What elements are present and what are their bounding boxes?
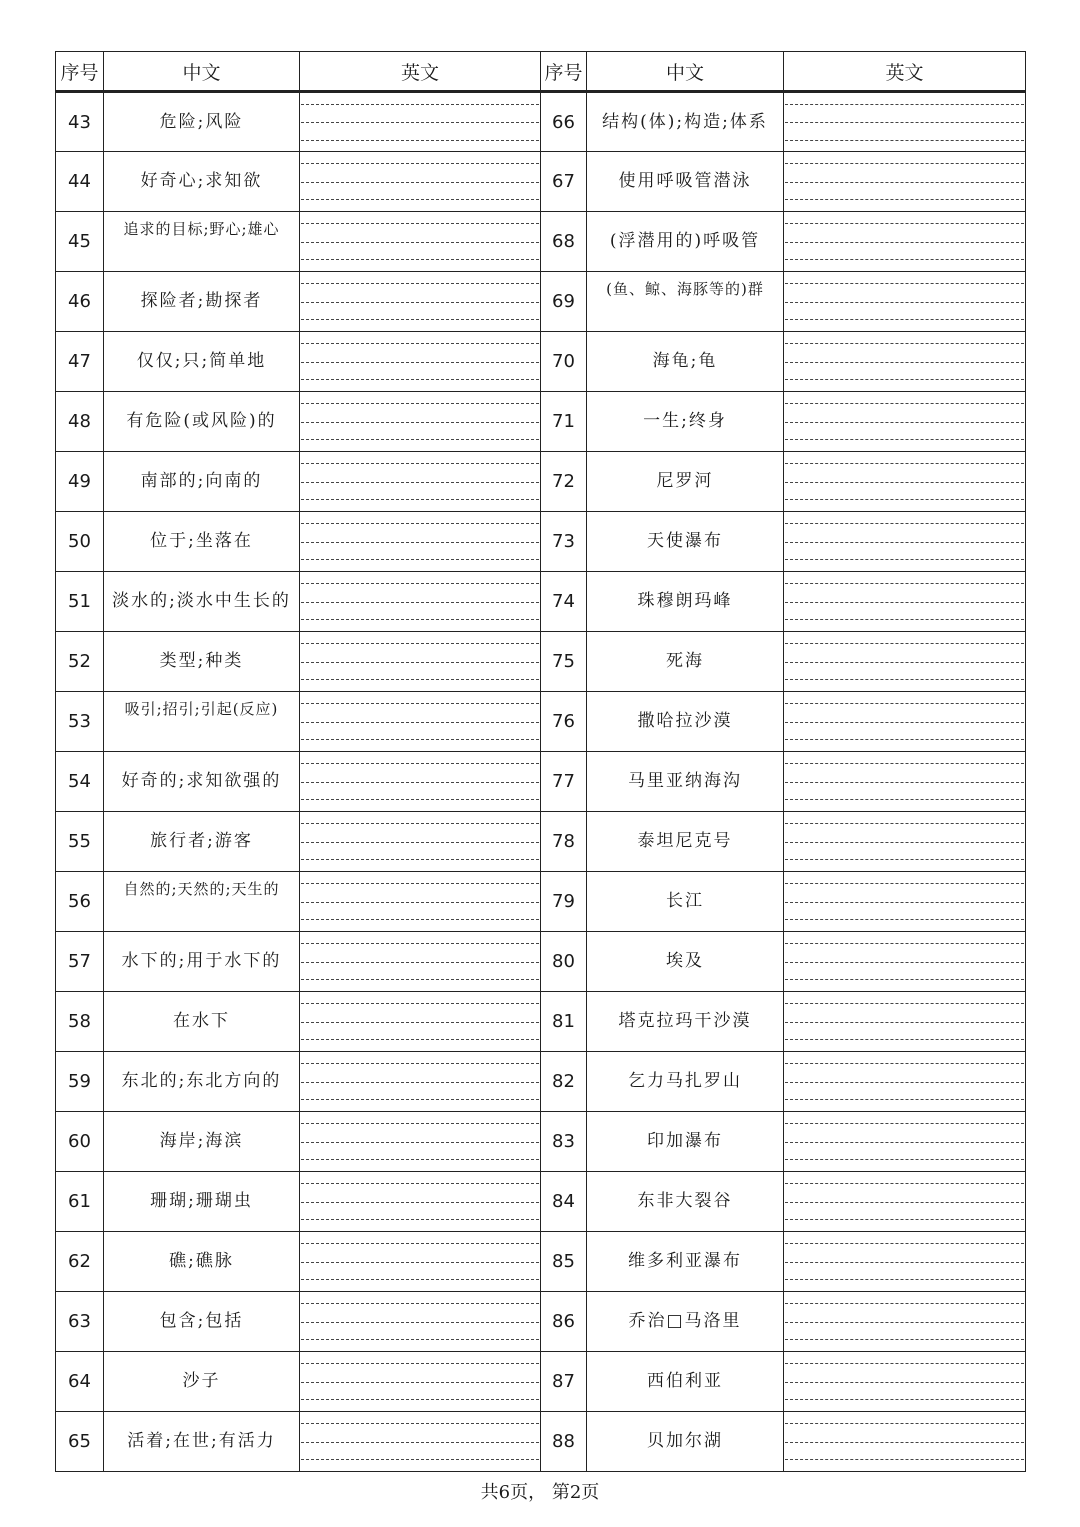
chinese-term: 塔克拉玛干沙漠 [587,992,784,1052]
header-num-right: 序号 [541,52,587,92]
dashed-writing-lines [785,104,1024,141]
dashed-writing-lines [785,1363,1024,1400]
dashed-writing-lines [301,1303,539,1340]
chinese-term: 珊瑚;珊瑚虫 [104,1172,300,1232]
entry-number: 69 [541,272,587,332]
english-answer-field[interactable] [784,1412,1026,1472]
english-answer-field[interactable] [300,1052,541,1112]
english-answer-field[interactable] [784,1232,1026,1292]
dashed-writing-lines [785,463,1024,500]
dashed-writing-lines [301,1243,539,1280]
english-answer-field[interactable] [300,152,541,212]
dashed-writing-lines [301,1003,539,1040]
chinese-term: 贝加尔湖 [587,1412,784,1472]
dashed-writing-lines [785,1303,1024,1340]
chinese-term: 印加瀑布 [587,1112,784,1172]
dashed-writing-lines [785,403,1024,440]
dashed-writing-lines [301,823,539,860]
english-answer-field[interactable] [784,272,1026,332]
vocabulary-table [55,51,1026,1472]
english-answer-field[interactable] [784,1112,1026,1172]
header-num-left: 序号 [56,52,104,92]
dashed-writing-lines [785,1003,1024,1040]
dashed-writing-lines [301,643,539,680]
dashed-writing-lines [301,343,539,380]
entry-number: 58 [56,992,104,1052]
dashed-writing-lines [785,643,1024,680]
entry-number: 72 [541,452,587,512]
table-row [56,1052,1026,1112]
english-answer-field[interactable] [300,632,541,692]
entry-number: 76 [541,692,587,752]
dashed-writing-lines [785,163,1024,200]
english-answer-field[interactable] [784,512,1026,572]
english-answer-field[interactable] [300,1292,541,1352]
chinese-term: (浮潜用的)呼吸管 [587,212,784,272]
chinese-term: 包含;包括 [104,1292,300,1352]
entry-number: 73 [541,512,587,572]
english-answer-field[interactable] [784,872,1026,932]
table-row [56,1112,1026,1172]
entry-number: 79 [541,872,587,932]
chinese-term: 一生;终身 [587,392,784,452]
english-answer-field[interactable] [300,92,541,152]
chinese-term: 埃及 [587,932,784,992]
entry-number: 64 [56,1352,104,1412]
dashed-writing-lines [301,283,539,320]
entry-number: 86 [541,1292,587,1352]
dashed-writing-lines [301,943,539,980]
chinese-term: 海岸;海滨 [104,1112,300,1172]
table-row [56,452,1026,512]
header-cn-right: 中文 [587,52,784,92]
english-answer-field[interactable] [784,152,1026,212]
dashed-writing-lines [301,463,539,500]
entry-number: 66 [541,92,587,152]
entry-number: 54 [56,752,104,812]
english-answer-field[interactable] [784,1352,1026,1412]
table-row [56,152,1026,212]
table-row [56,1352,1026,1412]
entry-number: 80 [541,932,587,992]
english-answer-field[interactable] [300,932,541,992]
entry-number: 61 [56,1172,104,1232]
dashed-writing-lines [301,163,539,200]
dashed-writing-lines [785,883,1024,920]
dashed-writing-lines [301,583,539,620]
dashed-writing-lines [301,523,539,560]
table-row [56,572,1026,632]
english-answer-field[interactable] [784,212,1026,272]
table-row [56,212,1026,272]
chinese-term: 位于;坐落在 [104,512,300,572]
chinese-term: 南部的;向南的 [104,452,300,512]
english-answer-field[interactable] [300,992,541,1052]
english-answer-field[interactable] [300,572,541,632]
table-row [56,1232,1026,1292]
english-answer-field[interactable] [300,332,541,392]
english-answer-field[interactable] [784,692,1026,752]
english-answer-field[interactable] [784,932,1026,992]
chinese-term: 旅行者;游客 [104,812,300,872]
chinese-term: 自然的;天然的;天生的 [104,872,300,932]
entry-number: 87 [541,1352,587,1412]
english-answer-field[interactable] [300,1232,541,1292]
table-row [56,1412,1026,1472]
table-row [56,632,1026,692]
entry-number: 82 [541,1052,587,1112]
chinese-term: 水下的;用于水下的 [104,932,300,992]
entry-number: 49 [56,452,104,512]
header-row [56,52,1026,92]
chinese-term: 有危险(或风险)的 [104,392,300,452]
table-row [56,992,1026,1052]
entry-number: 75 [541,632,587,692]
entry-number: 51 [56,572,104,632]
chinese-term: 撒哈拉沙漠 [587,692,784,752]
entry-number: 47 [56,332,104,392]
table-row [56,92,1026,152]
english-answer-field[interactable] [784,812,1026,872]
english-answer-field[interactable] [300,212,541,272]
chinese-term: 好奇的;求知欲强的 [104,752,300,812]
entry-number: 85 [541,1232,587,1292]
table-row [56,812,1026,872]
table-row [56,752,1026,812]
english-answer-field[interactable] [300,872,541,932]
entry-number: 78 [541,812,587,872]
chinese-term: 在水下 [104,992,300,1052]
dashed-writing-lines [785,943,1024,980]
table-row [56,272,1026,332]
dashed-writing-lines [785,1243,1024,1280]
dashed-writing-lines [785,523,1024,560]
dashed-writing-lines [785,1063,1024,1100]
chinese-term: 尼罗河 [587,452,784,512]
entry-number: 53 [56,692,104,752]
page-footer: 共6页， 第2页 [480,1482,600,1503]
chinese-term: 海龟;龟 [587,332,784,392]
english-answer-field[interactable] [300,1352,541,1412]
header-en-left: 英文 [300,52,541,92]
header-cn-left: 中文 [104,52,300,92]
entry-number: 70 [541,332,587,392]
table-row [56,392,1026,452]
chinese-term: 沙子 [104,1352,300,1412]
english-answer-field[interactable] [784,752,1026,812]
entry-number: 44 [56,152,104,212]
chinese-term: 东非大裂谷 [587,1172,784,1232]
dashed-writing-lines [785,223,1024,260]
english-answer-field[interactable] [784,992,1026,1052]
table-row [56,692,1026,752]
dashed-writing-lines [785,283,1024,320]
table-row [56,932,1026,992]
entry-number: 88 [541,1412,587,1472]
entry-number: 59 [56,1052,104,1112]
chinese-term: 探险者;勘探者 [104,272,300,332]
chinese-term: 好奇心;求知欲 [104,152,300,212]
entry-number: 83 [541,1112,587,1172]
table-row [56,512,1026,572]
table-row [56,332,1026,392]
chinese-term: 珠穆朗玛峰 [587,572,784,632]
dashed-writing-lines [301,403,539,440]
english-answer-field[interactable] [300,1112,541,1172]
chinese-term: 活着;在世;有活力 [104,1412,300,1472]
english-answer-field[interactable] [784,452,1026,512]
chinese-term: 结构(体);构造;体系 [587,92,784,152]
entry-number: 67 [541,152,587,212]
dashed-writing-lines [785,1183,1024,1220]
entry-number: 68 [541,212,587,272]
dashed-writing-lines [785,343,1024,380]
dashed-writing-lines [301,1423,539,1460]
entry-number: 60 [56,1112,104,1172]
dashed-writing-lines [301,223,539,260]
entry-number: 62 [56,1232,104,1292]
english-answer-field[interactable] [300,812,541,872]
dashed-writing-lines [301,703,539,740]
table-row [56,1172,1026,1232]
entry-number: 57 [56,932,104,992]
english-answer-field[interactable] [784,1172,1026,1232]
chinese-term: 东北的;东北方向的 [104,1052,300,1112]
english-answer-field[interactable] [784,1052,1026,1112]
entry-number: 74 [541,572,587,632]
dashed-writing-lines [785,703,1024,740]
english-answer-field[interactable] [784,632,1026,692]
english-answer-field[interactable] [784,572,1026,632]
entry-number: 43 [56,92,104,152]
dashed-writing-lines [785,1123,1024,1160]
chinese-term: 天使瀑布 [587,512,784,572]
english-answer-field[interactable] [784,1292,1026,1352]
english-answer-field[interactable] [300,392,541,452]
chinese-term: 死海 [587,632,784,692]
chinese-term: 追求的目标;野心;雄心 [104,212,300,272]
chinese-term: 维多利亚瀑布 [587,1232,784,1292]
dashed-writing-lines [301,1363,539,1400]
entry-number: 84 [541,1172,587,1232]
entry-number: 46 [56,272,104,332]
dashed-writing-lines [785,763,1024,800]
english-answer-field[interactable] [300,452,541,512]
dashed-writing-lines [301,883,539,920]
entry-number: 50 [56,512,104,572]
dashed-writing-lines [301,763,539,800]
english-answer-field[interactable] [300,272,541,332]
header-en-right: 英文 [784,52,1026,92]
entry-number: 71 [541,392,587,452]
english-answer-field[interactable] [784,392,1026,452]
table-row [56,1292,1026,1352]
table-row [56,872,1026,932]
chinese-term: 吸引;招引;引起(反应) [104,692,300,752]
entry-number: 65 [56,1412,104,1472]
chinese-term: 西伯利亚 [587,1352,784,1412]
dashed-writing-lines [301,1183,539,1220]
entry-number: 52 [56,632,104,692]
english-answer-field[interactable] [300,512,541,572]
dashed-writing-lines [301,104,539,141]
english-answer-field[interactable] [300,692,541,752]
entry-number: 63 [56,1292,104,1352]
entry-number: 81 [541,992,587,1052]
english-answer-field[interactable] [784,92,1026,152]
entry-number: 55 [56,812,104,872]
dashed-writing-lines [301,1123,539,1160]
english-answer-field[interactable] [300,1412,541,1472]
english-answer-field[interactable] [300,1172,541,1232]
chinese-term: 使用呼吸管潜泳 [587,152,784,212]
chinese-term: 乞力马扎罗山 [587,1052,784,1112]
dashed-writing-lines [785,583,1024,620]
dashed-writing-lines [785,823,1024,860]
chinese-term: 泰坦尼克号 [587,812,784,872]
entry-number: 48 [56,392,104,452]
dashed-writing-lines [301,1063,539,1100]
english-answer-field[interactable] [784,332,1026,392]
entry-number: 45 [56,212,104,272]
chinese-term: 马里亚纳海沟 [587,752,784,812]
chinese-term: 淡水的;淡水中生长的 [104,572,300,632]
chinese-term: 类型;种类 [104,632,300,692]
chinese-term: (鱼、鲸、海豚等的)群 [587,272,784,332]
entry-number: 56 [56,872,104,932]
chinese-term: 乔治□马洛里 [587,1292,784,1352]
chinese-term: 危险;风险 [104,92,300,152]
chinese-term: 礁;礁脉 [104,1232,300,1292]
chinese-term: 仅仅;只;简单地 [104,332,300,392]
entry-number: 77 [541,752,587,812]
dashed-writing-lines [785,1423,1024,1460]
chinese-term: 长江 [587,872,784,932]
english-answer-field[interactable] [300,752,541,812]
